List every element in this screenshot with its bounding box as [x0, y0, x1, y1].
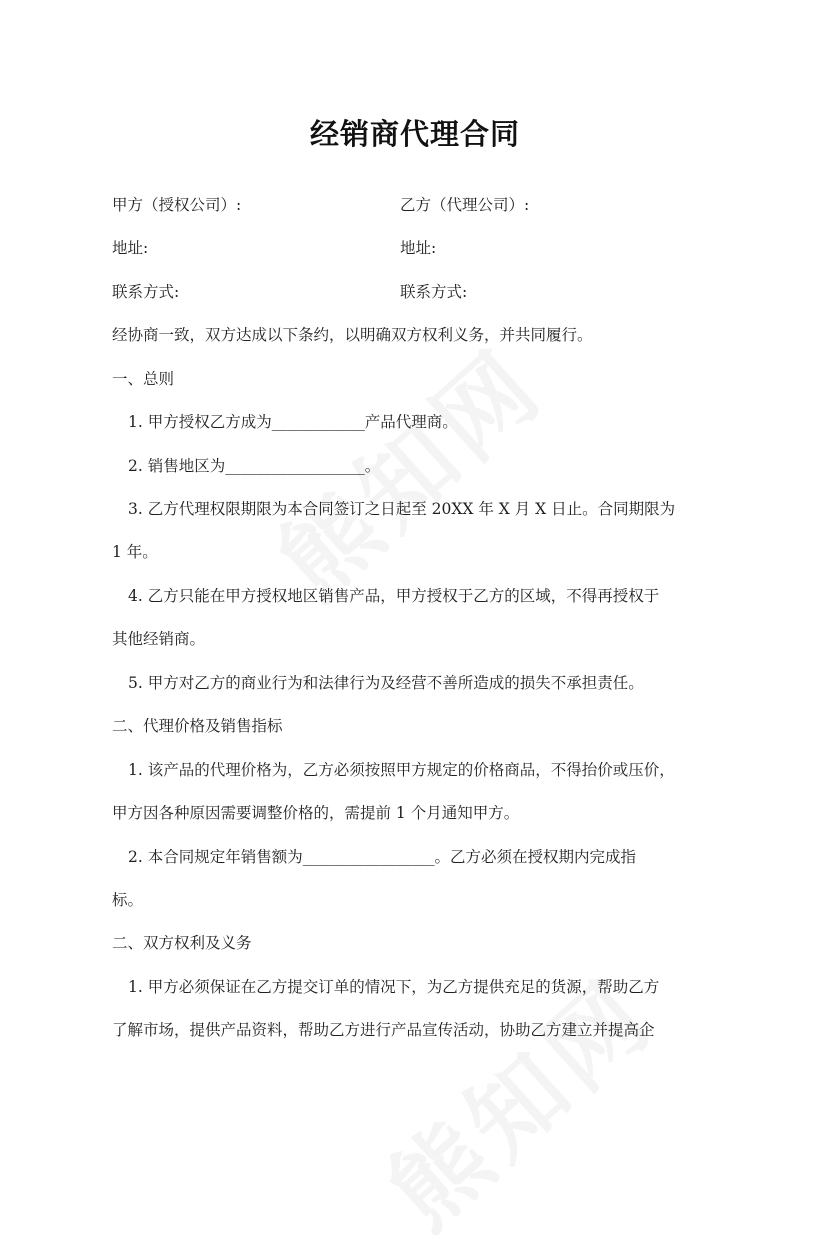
section-2-item-1: 1. 该产品的代理价格为，乙方必须按照甲方规定的价格商品，不得抬价或压价， [128, 761, 675, 779]
contact-b-label: 联系方式: [400, 283, 468, 301]
address-b-label: 地址: [400, 239, 437, 257]
section-1-item-2: 2. 销售地区为__________________。 [128, 457, 381, 475]
address-a-label: 地址: [112, 239, 149, 257]
section-2-heading: 二、代理价格及销售指标 [112, 717, 283, 735]
contact-a-label: 联系方式: [112, 283, 180, 301]
section-1-item-4: 4. 乙方只能在甲方授权地区销售产品，甲方授权于乙方的区域，不得再授权于 [128, 587, 660, 605]
section-1-item-3-cont: 1 年。 [112, 543, 158, 561]
section-1-item-3: 3. 乙方代理权限期限为本合同签订之日起至 20XX 年 X 月 X 日止。合同期限为 [128, 500, 676, 518]
section-3-item-1: 1. 甲方必须保证在乙方提交订单的情况下，为乙方提供充足的货源，帮助乙方 [128, 978, 660, 996]
section-3-heading: 二、双方权利及义务 [112, 934, 252, 952]
preamble: 经协商一致，双方达成以下条约，以明确双方权利义务，并共同履行。 [112, 326, 593, 344]
section-1-item-1: 1. 甲方授权乙方成为____________产品代理商。 [128, 413, 458, 431]
section-1-item-5: 5. 甲方对乙方的商业行为和法律行为及经营不善所造成的损失不承担责任。 [128, 674, 644, 692]
section-3-item-1-cont: 了解市场，提供产品资料，帮助乙方进行产品宣传活动，协助乙方建立并提高企 [112, 1021, 655, 1039]
section-2-item-2: 2. 本合同规定年销售额为_________________。乙方必须在授权期内完成指 [128, 848, 636, 866]
party-b-label: 乙方（代理公司）: [400, 196, 530, 214]
party-a-label: 甲方（授权公司）: [112, 196, 242, 214]
section-2-item-1-cont: 甲方因各种原因需要调整价格的，需提前 1 个月通知甲方。 [112, 804, 520, 822]
section-1-heading: 一、总则 [112, 370, 175, 388]
section-1-item-4-cont: 其他经销商。 [112, 630, 206, 648]
document-title: 经销商代理合同 [309, 117, 520, 151]
section-2-item-2-cont: 标。 [112, 891, 144, 909]
